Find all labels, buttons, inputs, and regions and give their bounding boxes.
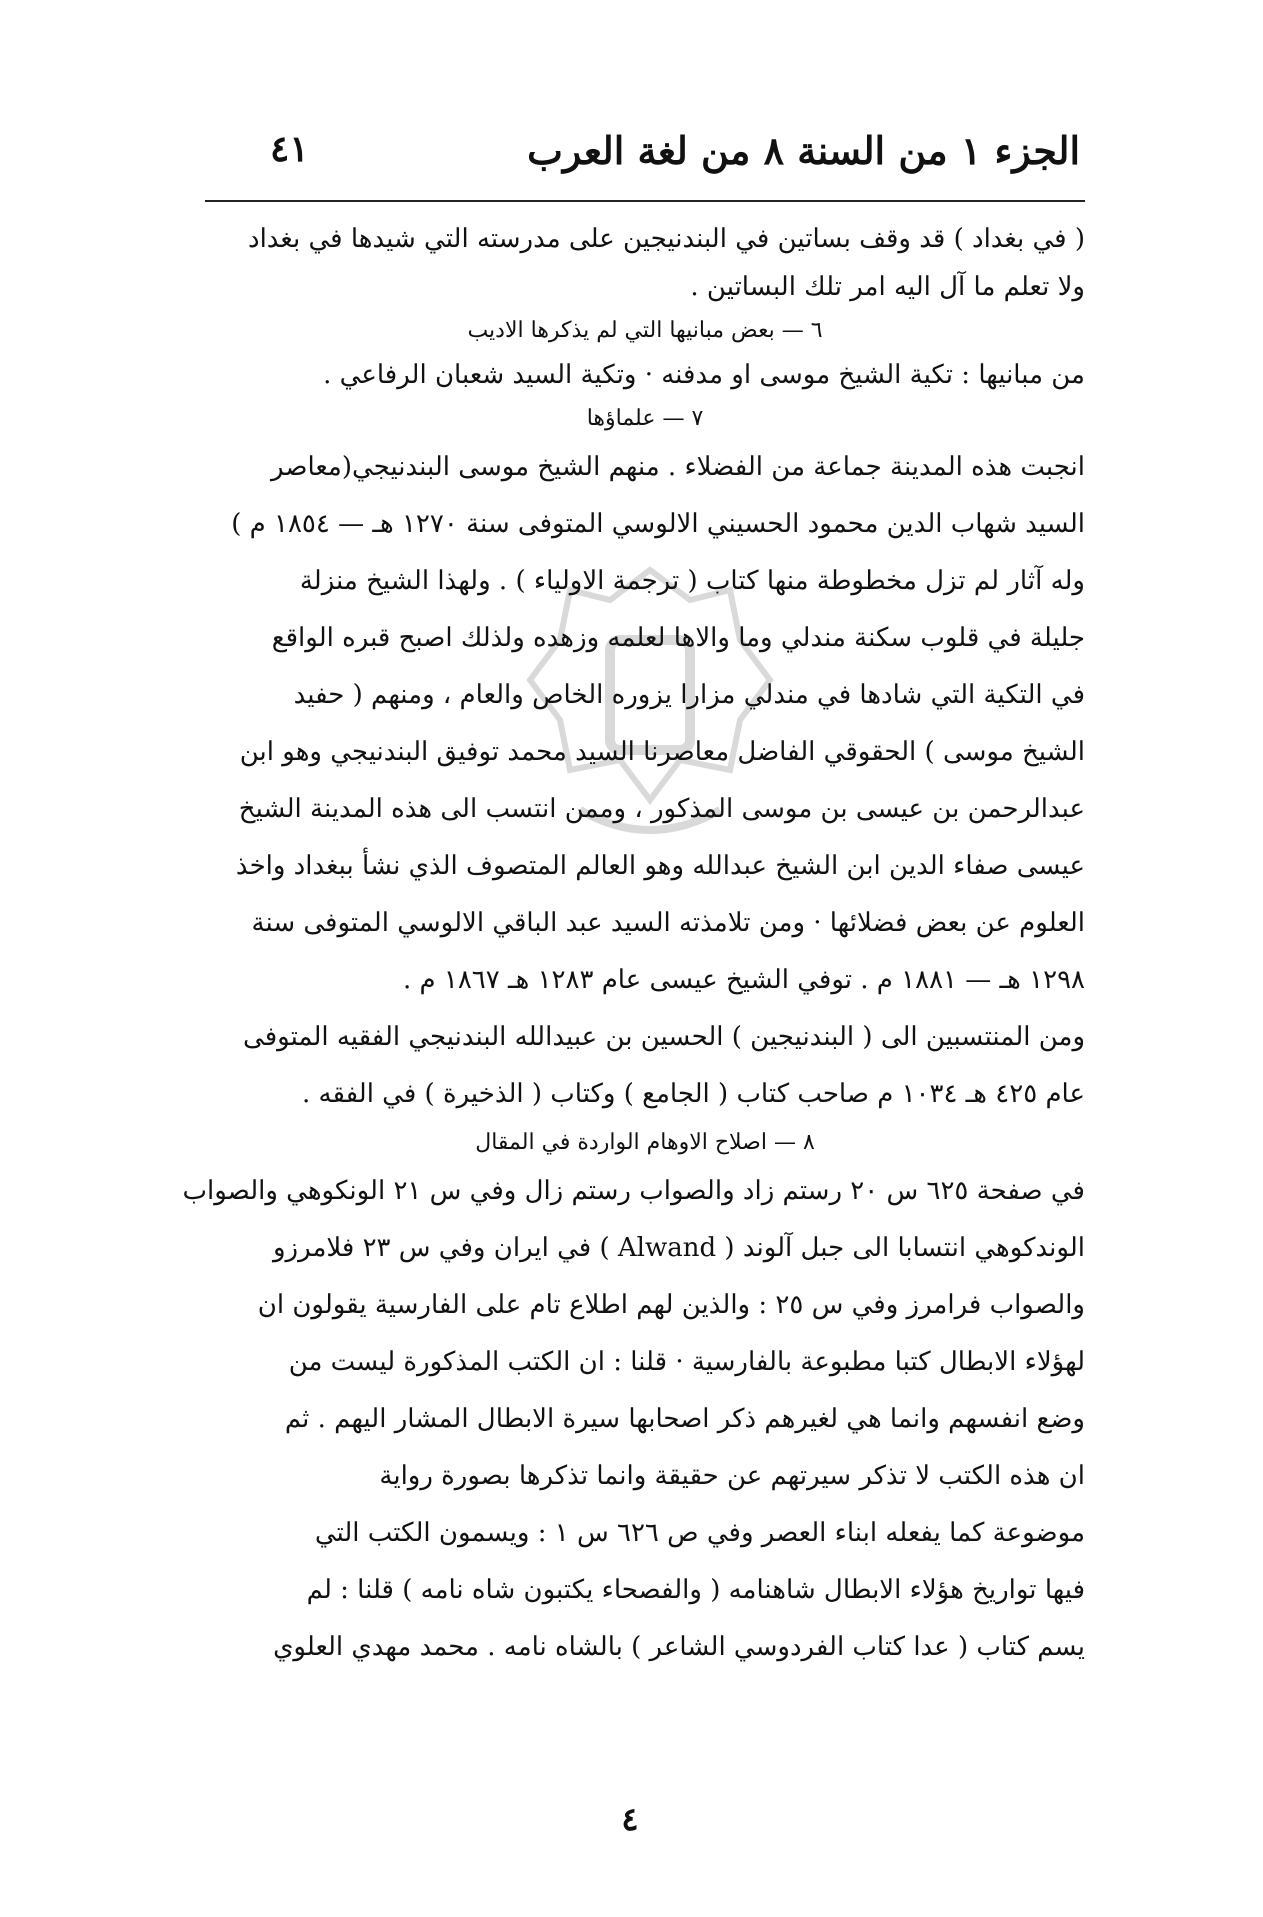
header-rule bbox=[205, 200, 1085, 202]
running-title: الجزء ١ من السنة ٨ من لغة العرب bbox=[527, 128, 1080, 173]
section-heading: ٨ — اصلاح الاوهام الواردة في المقال bbox=[475, 1130, 815, 1155]
text-line: في صفحة ٦٢٥ س ٢٠ رستم زاد والصواب رستم زال وفي س ٢١ الونكوهي والصواب bbox=[182, 1176, 1085, 1206]
text-line: الشيخ موسى ) الحقوقي الفاضل معاصرنا السيد محمد توفيق البندنيجي وهو ابن bbox=[239, 737, 1085, 767]
article-body bbox=[182, 215, 1085, 1676]
page-header bbox=[200, 128, 1080, 188]
text-line: ومن المنتسبين الى ( البندنيجين ) الحسين بن عبيدالله البندنيجي الفقيه المتوفى bbox=[243, 1022, 1085, 1052]
text-line: في التكية التي شادها في مندلي مزارا يزوره الخاص والعام ، ومنهم ( حفيد bbox=[293, 680, 1085, 710]
signature-mark: ٤ bbox=[621, 1800, 639, 1838]
text-line: السيد شهاب الدين محمود الحسيني الالوسي المتوفى سنة ١٢٧٠ هـ — ١٨٥٤ م ) bbox=[231, 509, 1085, 539]
text-line: العلوم عن بعض فضلائها · ومن تلامذته السيد عبد الباقي الالوسي المتوفى سنة bbox=[251, 908, 1085, 938]
section-heading: ٦ — بعض مبانيها التي لم يذكرها الاديب bbox=[467, 318, 823, 343]
text-line: عبدالرحمن بن عيسى بن موسى المذكور ، وممن انتسب الى هذه المدينة الشيخ bbox=[238, 794, 1085, 824]
text-line: وله آثار لم تزل مخطوطة منها كتاب ( ترجمة الاولياء ) . ولهذا الشيخ منزلة bbox=[299, 566, 1085, 596]
text-line: من مبانيها : تكية الشيخ موسى او مدفنه · وتكية السيد شعبان الرفاعي . bbox=[323, 360, 1085, 390]
text-line: والصواب فرامرز وفي س ٢٥ : والذين لهم اطلاع تام على الفارسية يقولون ان bbox=[257, 1290, 1085, 1320]
text-line: لهؤلاء الابطال كتبا مطبوعة بالفارسية · قلنا : ان الكتب المذكورة ليست من bbox=[288, 1347, 1085, 1377]
text-line: ان هذه الكتب لا تذكر سيرتهم عن حقيقة وانما تذكرها بصورة رواية bbox=[379, 1461, 1085, 1491]
text-line: وضع انفسهم وانما هي لغيرهم ذكر اصحابها سيرة الابطال المشار اليهم . ثم bbox=[284, 1404, 1085, 1434]
text-line: جليلة في قلوب سكنة مندلي وما والاها لعلمه وزهده ولذلك اصبح قبره الواقع bbox=[271, 623, 1085, 653]
text-line: ( في بغداد ) قد وقف بساتين في البندنيجين على مدرسته التي شيدها في بغداد bbox=[247, 224, 1085, 254]
text-line: يسم كتاب ( عدا كتاب الفردوسي الشاعر ) بالشاه نامه . محمد مهدي العلوي bbox=[273, 1632, 1085, 1662]
text-line: الوندكوهي انتسابا الى جبل آلوند ( Alwand ) في ايران وفي س ٢٣ فلامرزو bbox=[273, 1233, 1085, 1263]
text-line: ولا تعلم ما آل اليه امر تلك البساتين . bbox=[690, 272, 1085, 302]
text-line: عيسى صفاء الدين ابن الشيخ عبدالله وهو العالم المتصوف الذي نشأ ببغداد واخذ bbox=[235, 851, 1085, 881]
text-line: عام ٤٢٥ هـ ١٠٣٤ م صاحب كتاب ( الجامع ) وكتاب ( الذخيرة ) في الفقه . bbox=[302, 1079, 1085, 1109]
page-number: ٤١ bbox=[270, 128, 309, 170]
text-line: موضوعة كما يفعله ابناء العصر وفي ص ٦٢٦ س ١ : ويسمون الكتب التي bbox=[314, 1518, 1085, 1548]
text-line: فيها تواريخ هؤلاء الابطال شاهنامه ( والفصحاء يكتبون شاه نامه ) قلنا : لم bbox=[306, 1575, 1085, 1605]
text-line: انجبت هذه المدينة جماعة من الفضلاء . منهم الشيخ موسى البندنيجي(معاصر bbox=[271, 452, 1085, 482]
section-heading: ٧ — علماؤها bbox=[586, 406, 704, 431]
text-line: ١٢٩٨ هـ — ١٨٨١ م . توفي الشيخ عيسى عام ١٢٨٣ هـ ١٨٦٧ م . bbox=[402, 965, 1085, 995]
